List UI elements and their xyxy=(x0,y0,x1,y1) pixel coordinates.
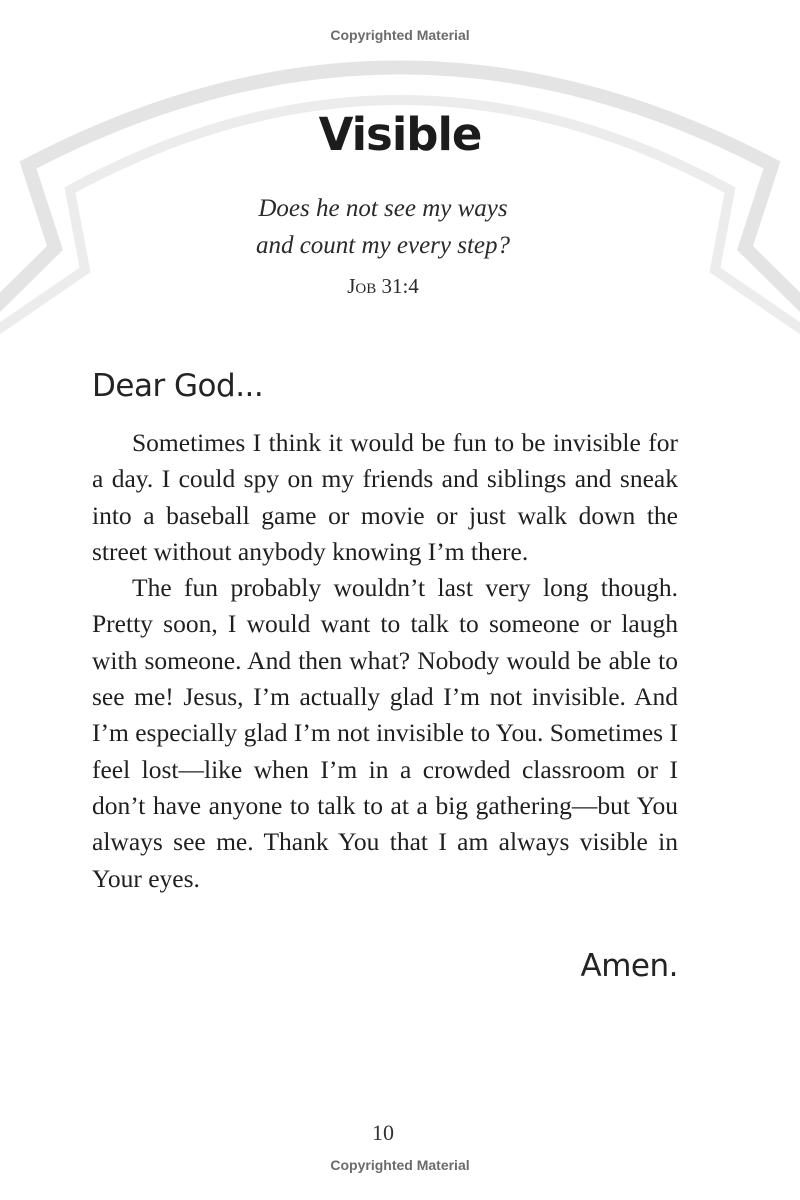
page-title: Visible xyxy=(318,108,482,161)
scripture-line-2: and count my every step? xyxy=(255,232,511,259)
decorative-arch-banner xyxy=(0,0,800,360)
page-number: 10 xyxy=(372,1120,394,1145)
scripture-reference: Job 31:4 xyxy=(347,274,419,298)
scripture-verse xyxy=(0,190,766,264)
copyright-watermark-bottom: Copyrighted Material xyxy=(330,1157,470,1173)
closing-amen: Amen. xyxy=(580,948,678,984)
copyright-watermark-top: Copyrighted Material xyxy=(330,27,470,43)
salutation-heading: Dear God... xyxy=(92,368,264,404)
prayer-paragraph-2: The fun probably wouldn’t last very long though. Pretty soon, I would want to talk to someone or laugh with someone. And then what? Nobody would be able to see me! Jesus, I’m actually glad I’m not invisible. And I’m especially glad I’m not invisible to You. Sometimes I feel lost—like when I’m in a crowded classroom or I don’t have anyone to talk to at a big gathering—but You always see me. Thank You that I am always visible in Your eyes. xyxy=(92,573,678,893)
prayer-body xyxy=(92,425,678,897)
scripture-line-1: Does he not see my ways xyxy=(258,195,508,222)
prayer-paragraph-1: Sometimes I think it would be fun to be invisible for a day. I could spy on my friends and siblings and sneak into a baseball game or movie or just walk down the street without anybody knowing I’m there. xyxy=(92,428,678,566)
